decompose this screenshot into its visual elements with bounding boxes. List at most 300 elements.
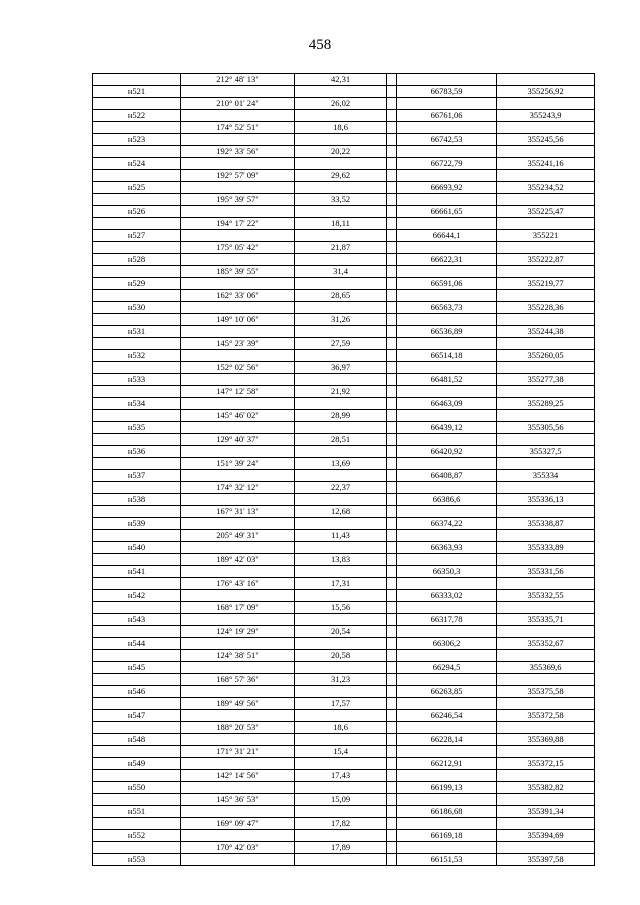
empty-cell (181, 518, 295, 530)
coordinate-y-cell: 355352,67 (497, 638, 595, 650)
empty-cell (397, 194, 497, 206)
empty-cell (295, 638, 387, 650)
point-row (93, 278, 595, 290)
empty-cell (397, 458, 497, 470)
segment-row (93, 98, 595, 110)
coordinate-y-cell: 355332,55 (497, 590, 595, 602)
empty-cell (181, 710, 295, 722)
gap-cell (387, 254, 397, 266)
empty-cell (397, 794, 497, 806)
empty-cell (295, 326, 387, 338)
point-name-cell: н525 (93, 182, 181, 194)
segment-row (93, 602, 595, 614)
gap-cell (387, 782, 397, 794)
distance-cell: 17,57 (295, 698, 387, 710)
distance-cell: 29,62 (295, 170, 387, 182)
gap-cell (387, 458, 397, 470)
gap-cell (387, 614, 397, 626)
empty-cell (181, 614, 295, 626)
empty-cell (181, 422, 295, 434)
gap-cell (387, 374, 397, 386)
gap-cell (387, 602, 397, 614)
empty-cell (295, 206, 387, 218)
point-name-cell: н544 (93, 638, 181, 650)
empty-cell (397, 410, 497, 422)
empty-cell (93, 266, 181, 278)
direction-angle-cell: 212° 48' 13" (181, 74, 295, 86)
segment-row (93, 746, 595, 758)
segment-row (93, 386, 595, 398)
point-row (93, 806, 595, 818)
segment-row (93, 530, 595, 542)
point-row (93, 662, 595, 674)
coordinate-x-cell: 66294,5 (397, 662, 497, 674)
gap-cell (387, 578, 397, 590)
point-row (93, 542, 595, 554)
empty-cell (397, 674, 497, 686)
coordinate-x-cell: 66783,59 (397, 86, 497, 98)
gap-cell (387, 302, 397, 314)
coordinate-y-cell: 355225,47 (497, 206, 595, 218)
point-row (93, 854, 595, 866)
distance-cell: 20,22 (295, 146, 387, 158)
empty-cell (295, 782, 387, 794)
point-name-cell: н543 (93, 614, 181, 626)
empty-cell (295, 470, 387, 482)
coordinate-x-cell: 66263,85 (397, 686, 497, 698)
point-row (93, 446, 595, 458)
empty-cell (397, 818, 497, 830)
segment-row (93, 290, 595, 302)
point-row (93, 470, 595, 482)
point-row (93, 182, 595, 194)
empty-cell (295, 350, 387, 362)
coordinate-y-cell: 355305,56 (497, 422, 595, 434)
gap-cell (387, 338, 397, 350)
gap-cell (387, 158, 397, 170)
gap-cell (387, 518, 397, 530)
distance-cell: 15,09 (295, 794, 387, 806)
direction-angle-cell: 169° 09' 47" (181, 818, 295, 830)
coordinate-x-cell: 66212,91 (397, 758, 497, 770)
empty-cell (181, 566, 295, 578)
empty-cell (181, 830, 295, 842)
distance-cell: 28,65 (295, 290, 387, 302)
empty-cell (295, 662, 387, 674)
coordinate-y-cell: 355260,05 (497, 350, 595, 362)
distance-cell: 17,82 (295, 818, 387, 830)
empty-cell (497, 218, 595, 230)
direction-angle-cell: 195° 39' 57" (181, 194, 295, 206)
empty-cell (497, 410, 595, 422)
gap-cell (387, 434, 397, 446)
coordinate-y-cell: 355375,58 (497, 686, 595, 698)
gap-cell (387, 74, 397, 86)
empty-cell (397, 530, 497, 542)
segment-row (93, 818, 595, 830)
segment-row (93, 242, 595, 254)
direction-angle-cell: 188° 20' 53" (181, 722, 295, 734)
empty-cell (93, 242, 181, 254)
segment-row (93, 266, 595, 278)
empty-cell (181, 590, 295, 602)
empty-cell (93, 578, 181, 590)
empty-cell (181, 326, 295, 338)
point-row (93, 758, 595, 770)
coordinate-x-cell: 66536,89 (397, 326, 497, 338)
gap-cell (387, 410, 397, 422)
point-name-cell: н546 (93, 686, 181, 698)
empty-cell (93, 146, 181, 158)
empty-cell (181, 230, 295, 242)
gap-cell (387, 446, 397, 458)
gap-cell (387, 170, 397, 182)
direction-angle-cell: 149° 10' 06" (181, 314, 295, 326)
empty-cell (497, 170, 595, 182)
empty-cell (93, 722, 181, 734)
distance-cell: 33,52 (295, 194, 387, 206)
empty-cell (181, 278, 295, 290)
empty-cell (397, 482, 497, 494)
gap-cell (387, 722, 397, 734)
direction-angle-cell: 142° 14' 56" (181, 770, 295, 782)
empty-cell (497, 530, 595, 542)
empty-cell (397, 386, 497, 398)
direction-angle-cell: 194° 17' 22" (181, 218, 295, 230)
point-row (93, 782, 595, 794)
distance-cell: 21,87 (295, 242, 387, 254)
empty-cell (497, 74, 595, 86)
empty-cell (93, 98, 181, 110)
point-row (93, 830, 595, 842)
empty-cell (93, 290, 181, 302)
gap-cell (387, 842, 397, 854)
empty-cell (295, 590, 387, 602)
empty-cell (497, 794, 595, 806)
segment-row (93, 554, 595, 566)
segment-row (93, 122, 595, 134)
point-row (93, 230, 595, 242)
distance-cell: 21,92 (295, 386, 387, 398)
empty-cell (497, 842, 595, 854)
empty-cell (295, 494, 387, 506)
distance-cell: 31,4 (295, 266, 387, 278)
gap-cell (387, 626, 397, 638)
coordinate-y-cell: 355369,88 (497, 734, 595, 746)
coordinate-x-cell: 66350,3 (397, 566, 497, 578)
gap-cell (387, 638, 397, 650)
segment-row (93, 674, 595, 686)
point-name-cell: н524 (93, 158, 181, 170)
point-name-cell: н548 (93, 734, 181, 746)
distance-cell: 13,69 (295, 458, 387, 470)
empty-cell (497, 626, 595, 638)
segment-row (93, 362, 595, 374)
empty-cell (181, 470, 295, 482)
gap-cell (387, 494, 397, 506)
empty-cell (93, 650, 181, 662)
distance-cell: 31,26 (295, 314, 387, 326)
gap-cell (387, 98, 397, 110)
direction-angle-cell: 129° 40' 37" (181, 434, 295, 446)
empty-cell (181, 446, 295, 458)
empty-cell (93, 482, 181, 494)
empty-cell (93, 674, 181, 686)
distance-cell: 15,4 (295, 746, 387, 758)
coordinate-y-cell: 355245,56 (497, 134, 595, 146)
point-name-cell: н539 (93, 518, 181, 530)
coordinate-x-cell: 66463,09 (397, 398, 497, 410)
coordinate-y-cell: 355241,16 (497, 158, 595, 170)
gap-cell (387, 386, 397, 398)
point-name-cell: н538 (93, 494, 181, 506)
coordinate-y-cell: 355228,36 (497, 302, 595, 314)
direction-angle-cell: 176° 43' 16" (181, 578, 295, 590)
distance-cell: 15,56 (295, 602, 387, 614)
empty-cell (497, 770, 595, 782)
empty-cell (93, 530, 181, 542)
empty-cell (497, 146, 595, 158)
gap-cell (387, 110, 397, 122)
segment-row (93, 650, 595, 662)
point-name-cell: н549 (93, 758, 181, 770)
coordinate-x-cell: 66317,78 (397, 614, 497, 626)
gap-cell (387, 554, 397, 566)
empty-cell (397, 362, 497, 374)
gap-cell (387, 818, 397, 830)
distance-cell: 22,37 (295, 482, 387, 494)
empty-cell (497, 722, 595, 734)
point-name-cell: н545 (93, 662, 181, 674)
empty-cell (497, 242, 595, 254)
distance-cell: 27,59 (295, 338, 387, 350)
point-row (93, 302, 595, 314)
coordinates-table (92, 73, 595, 866)
empty-cell (497, 506, 595, 518)
empty-cell (295, 446, 387, 458)
empty-cell (497, 602, 595, 614)
segment-row (93, 770, 595, 782)
empty-cell (295, 614, 387, 626)
empty-cell (397, 314, 497, 326)
point-name-cell: н527 (93, 230, 181, 242)
coordinate-x-cell: 66622,31 (397, 254, 497, 266)
distance-cell: 42,31 (295, 74, 387, 86)
point-name-cell: н521 (93, 86, 181, 98)
coordinate-y-cell: 355369,6 (497, 662, 595, 674)
empty-cell (295, 302, 387, 314)
empty-cell (93, 434, 181, 446)
point-name-cell: н552 (93, 830, 181, 842)
direction-angle-cell: 152° 02' 56" (181, 362, 295, 374)
empty-cell (93, 194, 181, 206)
point-name-cell: н536 (93, 446, 181, 458)
gap-cell (387, 206, 397, 218)
empty-cell (397, 698, 497, 710)
point-row (93, 422, 595, 434)
empty-cell (295, 686, 387, 698)
empty-cell (295, 710, 387, 722)
segment-row (93, 338, 595, 350)
coordinate-x-cell: 66591,06 (397, 278, 497, 290)
empty-cell (181, 350, 295, 362)
empty-cell (497, 194, 595, 206)
distance-cell: 17,89 (295, 842, 387, 854)
empty-cell (181, 782, 295, 794)
gap-cell (387, 854, 397, 866)
empty-cell (181, 734, 295, 746)
point-row (93, 518, 595, 530)
direction-angle-cell: 145° 36' 53" (181, 794, 295, 806)
coordinate-y-cell: 355219,77 (497, 278, 595, 290)
distance-cell: 20,58 (295, 650, 387, 662)
empty-cell (397, 170, 497, 182)
distance-cell: 36,97 (295, 362, 387, 374)
point-row (93, 614, 595, 626)
coordinate-y-cell: 355234,52 (497, 182, 595, 194)
gap-cell (387, 758, 397, 770)
coordinate-x-cell: 66169,18 (397, 830, 497, 842)
empty-cell (497, 746, 595, 758)
coordinate-y-cell: 355372,15 (497, 758, 595, 770)
gap-cell (387, 770, 397, 782)
coordinate-y-cell: 355397,58 (497, 854, 595, 866)
empty-cell (181, 662, 295, 674)
coordinate-x-cell: 66761,06 (397, 110, 497, 122)
point-row (93, 254, 595, 266)
point-name-cell: н529 (93, 278, 181, 290)
distance-cell: 20,54 (295, 626, 387, 638)
empty-cell (93, 314, 181, 326)
empty-cell (181, 854, 295, 866)
empty-cell (181, 398, 295, 410)
empty-cell (93, 218, 181, 230)
point-row (93, 590, 595, 602)
point-name-cell: н551 (93, 806, 181, 818)
empty-cell (397, 626, 497, 638)
gap-cell (387, 314, 397, 326)
gap-cell (387, 746, 397, 758)
point-row (93, 86, 595, 98)
empty-cell (397, 242, 497, 254)
empty-cell (295, 830, 387, 842)
point-row (93, 374, 595, 386)
point-name-cell: н553 (93, 854, 181, 866)
gap-cell (387, 806, 397, 818)
gap-cell (387, 482, 397, 494)
point-row (93, 566, 595, 578)
empty-cell (397, 98, 497, 110)
segment-row (93, 506, 595, 518)
empty-cell (93, 386, 181, 398)
coordinate-x-cell: 66228,14 (397, 734, 497, 746)
point-name-cell: н535 (93, 422, 181, 434)
gap-cell (387, 662, 397, 674)
point-row (93, 398, 595, 410)
empty-cell (397, 746, 497, 758)
distance-cell: 17,43 (295, 770, 387, 782)
empty-cell (397, 122, 497, 134)
empty-cell (397, 218, 497, 230)
segment-row (93, 314, 595, 326)
distance-cell: 28,51 (295, 434, 387, 446)
gap-cell (387, 674, 397, 686)
gap-cell (387, 650, 397, 662)
empty-cell (93, 362, 181, 374)
coordinate-y-cell: 355289,25 (497, 398, 595, 410)
direction-angle-cell: 151° 39' 24" (181, 458, 295, 470)
empty-cell (181, 494, 295, 506)
empty-cell (295, 566, 387, 578)
point-name-cell: н534 (93, 398, 181, 410)
empty-cell (497, 698, 595, 710)
coordinate-x-cell: 66563,73 (397, 302, 497, 314)
empty-cell (181, 134, 295, 146)
empty-cell (497, 818, 595, 830)
coordinate-y-cell: 355336,13 (497, 494, 595, 506)
coordinate-y-cell: 355382,82 (497, 782, 595, 794)
segment-row (93, 578, 595, 590)
empty-cell (181, 302, 295, 314)
empty-cell (295, 374, 387, 386)
coordinate-y-cell: 355277,38 (497, 374, 595, 386)
coordinate-x-cell: 66439,12 (397, 422, 497, 434)
gap-cell (387, 422, 397, 434)
empty-cell (295, 758, 387, 770)
empty-cell (497, 554, 595, 566)
point-name-cell: н530 (93, 302, 181, 314)
coordinate-y-cell: 355372,58 (497, 710, 595, 722)
empty-cell (397, 578, 497, 590)
direction-angle-cell: 174° 32' 12" (181, 482, 295, 494)
point-name-cell: н533 (93, 374, 181, 386)
empty-cell (93, 554, 181, 566)
point-name-cell: н537 (93, 470, 181, 482)
coordinate-x-cell: 66420,92 (397, 446, 497, 458)
empty-cell (93, 770, 181, 782)
gap-cell (387, 230, 397, 242)
segment-row (93, 410, 595, 422)
direction-angle-cell: 168° 17' 09" (181, 602, 295, 614)
empty-cell (295, 518, 387, 530)
empty-cell (93, 794, 181, 806)
direction-angle-cell: 210° 01' 24" (181, 98, 295, 110)
gap-cell (387, 734, 397, 746)
point-name-cell: н547 (93, 710, 181, 722)
empty-cell (93, 410, 181, 422)
empty-cell (397, 554, 497, 566)
empty-cell (93, 818, 181, 830)
segment-row (93, 146, 595, 158)
gap-cell (387, 278, 397, 290)
gap-cell (387, 398, 397, 410)
gap-cell (387, 242, 397, 254)
empty-cell (181, 542, 295, 554)
point-name-cell: н540 (93, 542, 181, 554)
gap-cell (387, 710, 397, 722)
distance-cell: 18,6 (295, 122, 387, 134)
empty-cell (181, 806, 295, 818)
coordinate-y-cell: 355222,87 (497, 254, 595, 266)
empty-cell (497, 458, 595, 470)
empty-cell (93, 74, 181, 86)
coordinate-x-cell: 66374,22 (397, 518, 497, 530)
empty-cell (181, 110, 295, 122)
empty-cell (497, 122, 595, 134)
empty-cell (93, 602, 181, 614)
empty-cell (93, 626, 181, 638)
gap-cell (387, 218, 397, 230)
